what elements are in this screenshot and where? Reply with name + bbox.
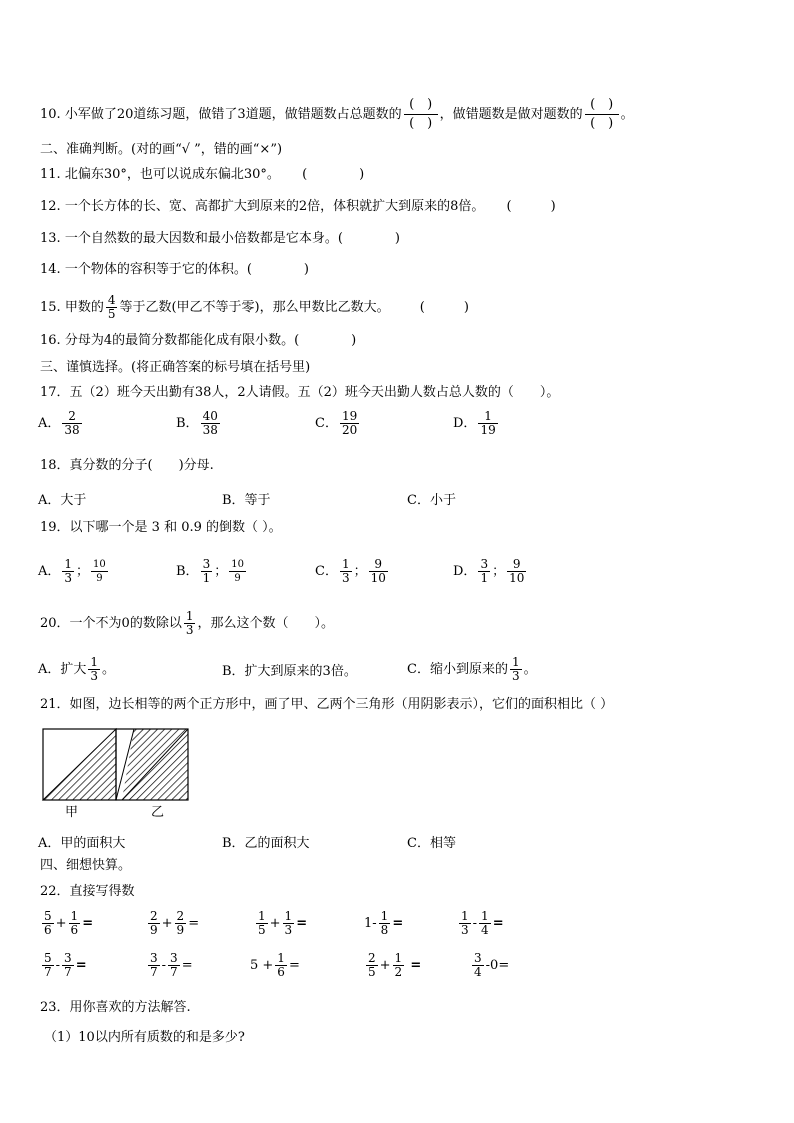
calc-item: $\frac{2}{9}$ + $\frac{2}{9}$ = [150,909,200,937]
answer-blank[interactable]: ( ) [294,333,357,348]
calc-item: $\frac{3}{7}$ - $\frac{3}{7}$ = [150,951,193,979]
option-b[interactable]: B．乙的面积大 [222,836,310,851]
option-b[interactable]: B．等于 [222,493,271,508]
question-16: 16. 分母为4的最简分数都能化成有限小数。( ) [40,333,357,348]
question-22: 22．直接写得数 [40,884,135,899]
option-c[interactable]: C．相等 [407,836,456,851]
label-yi: 乙 [151,805,165,820]
question-13: 13. 一个自然数的最大因数和最小倍数都是它本身。( ) [40,231,400,246]
calc-item: $\frac{3}{4}$ -0= [474,951,510,979]
calc-item: $\frac{5}{6}$ + $\frac{1}{6}$ = [44,909,94,937]
calc-item: 1- $\frac{1}{8}$ = [364,909,404,937]
question-20: 20．一个不为0的数除以 $\frac{1}{3}$ ，那么这个数（ ）。 [40,609,334,637]
section-2-title: 二、准确判断。(对的画“√ ”，错的画“×”) [40,142,283,157]
option-b[interactable]: B．扩大到原来的3倍。 [222,664,357,679]
option-a[interactable]: A． $\frac{2}{38}$ [38,409,80,437]
question-21: 21．如图，边长相等的两个正方形中，画了甲、乙两个三角形（用阴影表示），它们的面积相比（ ） [40,697,614,712]
question-19: 19．以下哪一个是 3 和 0.9 的倒数（ ）。 [40,520,282,535]
option-c[interactable]: C．小于 [407,493,456,508]
answer-fraction-blank[interactable]: ( ) ( ) [404,96,438,133]
question-12: 12. 一个长方体的长、宽、高都扩大到原来的2倍，体积就扩大到原来的8倍。 ( ) [40,199,556,214]
question-number: 10. [40,107,61,122]
squares-triangles-figure [40,726,192,806]
answer-blank[interactable]: ( ) [302,167,365,182]
option-a[interactable]: A．扩大 $\frac{1}{3}$ 。 [38,655,116,683]
option-a[interactable]: A． $\frac{1}{3}$ ； $\frac{10}{9}$ [38,557,106,585]
answer-blank[interactable]: ( ) [246,262,309,277]
answer-blank[interactable]: ( ) [337,231,400,246]
option-a[interactable]: A．甲的面积大 [38,836,126,851]
calc-item: 5 + $\frac{1}{6}$ = [250,951,300,979]
question-text: 小军做了20道练习题，做错了3道题，做错题数占总题数的 [64,107,402,122]
question-23-1: （1）10以内所有质数的和是多少? [44,1030,245,1045]
option-a[interactable]: A．大于 [38,493,87,508]
calc-item: $\frac{2}{5}$ + $\frac{1}{2}$ = [368,951,422,979]
question-11: 11. 北偏东30°，也可以说成东偏北30°。 ( ) [40,167,365,182]
answer-fraction-blank[interactable]: ( ) ( ) [585,96,619,133]
question-10: 10. 小军做了20道练习题，做错了3道题，做错题数占总题数的 ( ) ( ) ，做错题数是做对题数的 ( ) ( ) 。 [40,97,634,131]
question-17: 17．五（2）班今天出勤有38人，2人请假。五（2）班今天出勤人数占总人数的（ ）。 [40,385,560,400]
question-23: 23．用你喜欢的方法解答. [40,1000,191,1015]
label-jia: 甲 [65,805,79,820]
triangle-jia [43,729,116,800]
option-b[interactable]: B． $\frac{3}{1}$ ； $\frac{10}{9}$ [176,557,244,585]
calc-item: $\frac{1}{3}$ - $\frac{1}{4}$ = [461,909,504,937]
question-14: 14. 一个物体的容积等于它的体积。( ) [40,262,309,277]
option-c[interactable]: C． $\frac{1}{3}$ ； $\frac{9}{10}$ [315,557,386,585]
answer-blank[interactable]: ( ) [506,199,556,214]
option-d[interactable]: D． $\frac{1}{19}$ [453,409,496,437]
option-b[interactable]: B． $\frac{40}{38}$ [176,409,218,437]
section-3-title: 三、谨慎选择。(将正确答案的标号填在括号里) [40,360,311,375]
fraction: $\frac{4}{5}$ [107,293,116,321]
calc-item: $\frac{5}{7}$ - $\frac{3}{7}$ = [44,951,87,979]
section-4-title: 四、细想快算。 [40,858,132,873]
option-c[interactable]: C． $\frac{19}{20}$ [315,409,358,437]
option-d[interactable]: D． $\frac{3}{1}$ ； $\frac{9}{10}$ [453,557,525,585]
question-15: 15. 甲数的 $\frac{4}{5}$ 等于乙数(甲乙不等于零)，那么甲数比乙数大。 ( ) [40,293,469,321]
calc-item: $\frac{1}{5}$ + $\frac{1}{3}$ = [258,909,308,937]
answer-blank[interactable]: ( ) [419,300,469,315]
question-18: 18．真分数的分子( )分母. [40,458,214,473]
option-c[interactable]: C．缩小到原来的 $\frac{1}{3}$ 。 [407,655,537,683]
